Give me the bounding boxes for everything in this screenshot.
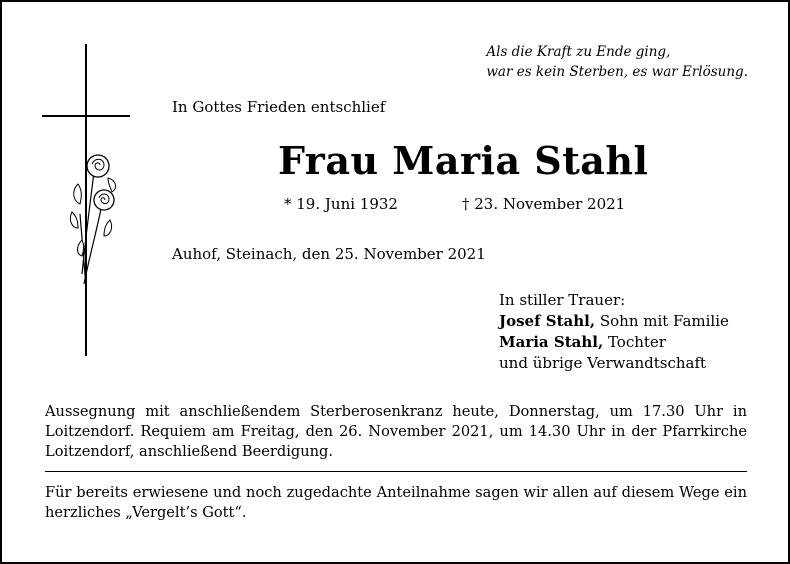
service-details: Aussegnung mit anschließendem Sterberosenkranz heute, Donnerstag, um 17.30 Uhr in Loitzendorf. Requiem am Freitag, den 26. November 2021, um 14.30 Uhr in der Pfarrkirche Loitzendorf, anschließend Beerdigung. (45, 403, 747, 460)
mourner-entry (499, 332, 729, 353)
place-and-date: Auhof, Steinach, den 25. November 2021 (172, 245, 486, 263)
mourner-name: Maria Stahl, (499, 333, 604, 351)
intro-text: In Gottes Frieden entschlief (172, 98, 386, 116)
mourners-others: und übrige Verwandtschaft (499, 354, 707, 372)
cross-with-roses-icon (42, 44, 132, 360)
death-date: † 23. November 2021 (462, 195, 626, 213)
mourners-heading: In stiller Trauer: (499, 291, 626, 309)
motto-line-2: war es kein Sterben, es war Erlösung. (486, 64, 748, 80)
mourner-name: Josef Stahl, (499, 312, 596, 330)
mourner-relation: Tochter (603, 333, 666, 351)
motto-line-1: Als die Kraft zu Ende ging, (486, 44, 671, 60)
motto (486, 42, 748, 82)
mourner-relation: Sohn mit Familie (595, 312, 729, 330)
deceased-name: Frau Maria Stahl (278, 138, 649, 183)
divider (45, 471, 747, 472)
thanks-text: Für bereits erwiesene und noch zugedachte Anteilnahme sagen wir allen auf diesem Wege ein herzliches „Vergelt’s Gott“. (45, 484, 747, 521)
mourners-list (499, 290, 729, 374)
birth-date: * 19. Juni 1932 (284, 195, 398, 213)
mourner-entry (499, 311, 729, 332)
